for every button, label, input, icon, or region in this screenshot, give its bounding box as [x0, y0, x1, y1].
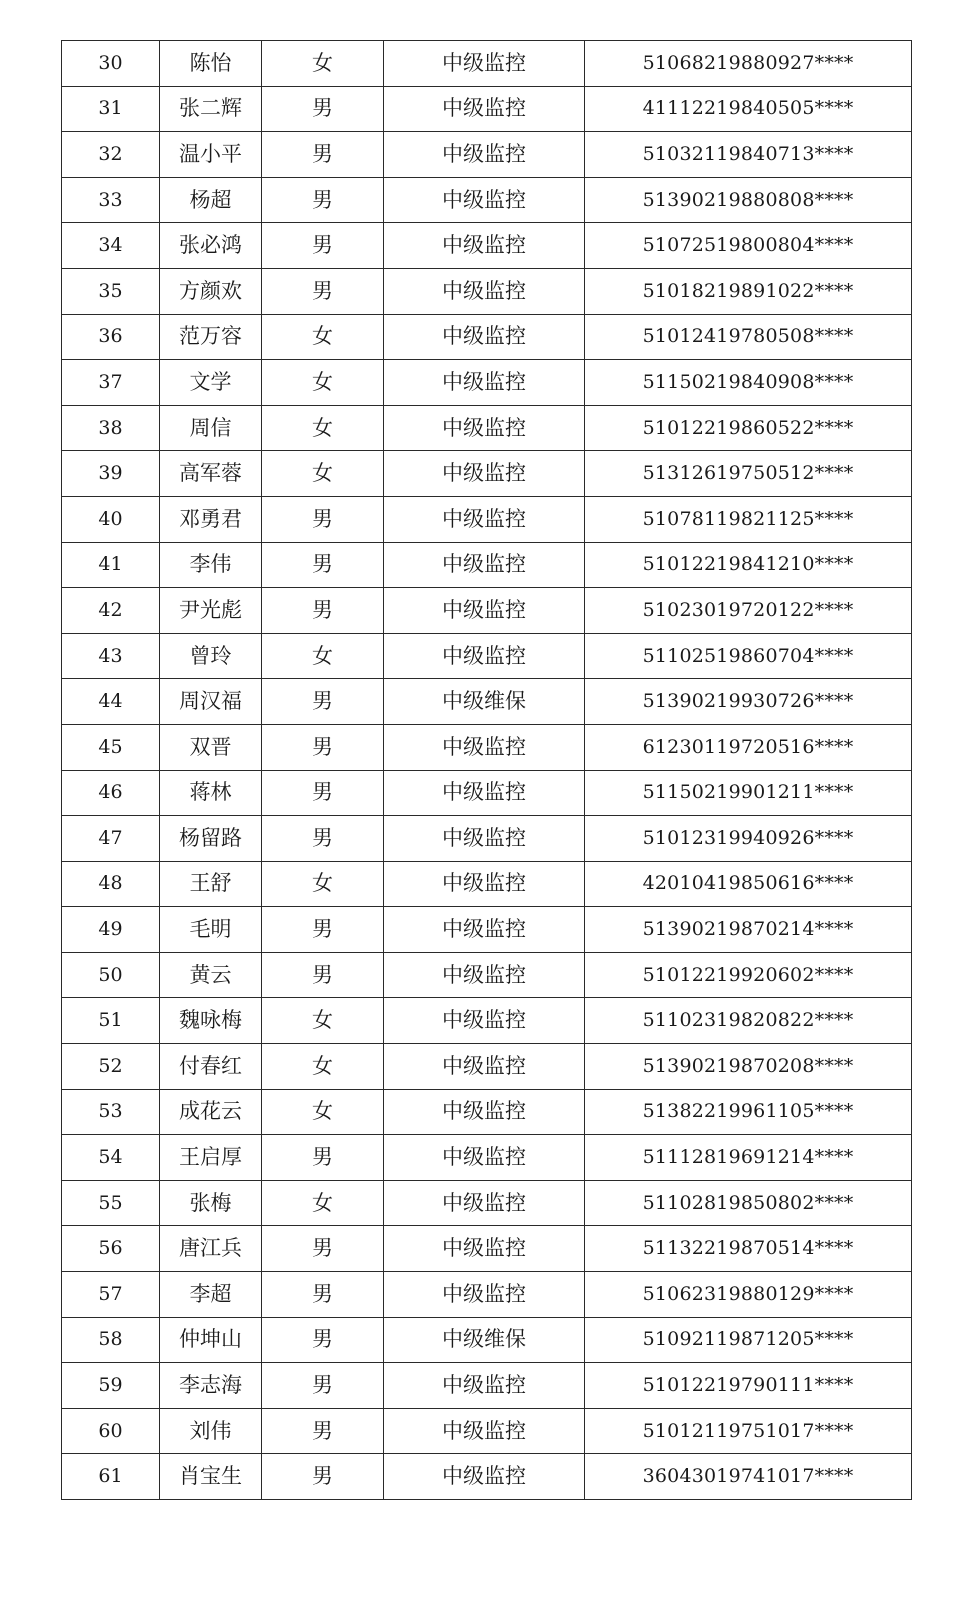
table-row — [62, 86, 912, 132]
cell-certificate-level: 中级监控 — [384, 1454, 585, 1500]
cell-name: 肖宝生 — [160, 1454, 262, 1500]
cell-number: 58 — [62, 1317, 160, 1363]
table-row — [62, 1317, 912, 1363]
cell-gender: 男 — [262, 724, 384, 770]
cell-gender: 男 — [262, 86, 384, 132]
cell-id-number: 51092119871205**** — [585, 1317, 912, 1363]
cell-number: 60 — [62, 1408, 160, 1454]
cell-name: 李伟 — [160, 542, 262, 588]
cell-name: 刘伟 — [160, 1408, 262, 1454]
cell-name: 双晋 — [160, 724, 262, 770]
cell-id-number: 51032119840713**** — [585, 132, 912, 178]
cell-name: 张二辉 — [160, 86, 262, 132]
cell-certificate-level: 中级监控 — [384, 132, 585, 178]
cell-number: 37 — [62, 360, 160, 406]
cell-name: 曾玲 — [160, 633, 262, 679]
cell-id-number: 51390219930726**** — [585, 679, 912, 725]
cell-certificate-level: 中级监控 — [384, 41, 585, 87]
cell-id-number: 51102319820822**** — [585, 998, 912, 1044]
cell-certificate-level: 中级监控 — [384, 314, 585, 360]
cell-number: 41 — [62, 542, 160, 588]
cell-certificate-level: 中级维保 — [384, 679, 585, 725]
table-row — [62, 268, 912, 314]
cell-gender: 男 — [262, 1135, 384, 1181]
cell-name: 李志海 — [160, 1363, 262, 1409]
table-row — [62, 496, 912, 542]
cell-id-number: 51132219870514**** — [585, 1226, 912, 1272]
cell-id-number: 41112219840505**** — [585, 86, 912, 132]
cell-id-number: 51012319940926**** — [585, 816, 912, 862]
table-row — [62, 588, 912, 634]
cell-gender: 男 — [262, 770, 384, 816]
cell-certificate-level: 中级监控 — [384, 1180, 585, 1226]
cell-gender: 男 — [262, 132, 384, 178]
cell-id-number: 51068219880927**** — [585, 41, 912, 87]
cell-name: 李超 — [160, 1272, 262, 1318]
table-row — [62, 998, 912, 1044]
cell-number: 34 — [62, 223, 160, 269]
cell-name: 尹光彪 — [160, 588, 262, 634]
cell-id-number: 61230119720516**** — [585, 724, 912, 770]
table-row — [62, 724, 912, 770]
table-row — [62, 1135, 912, 1181]
cell-gender: 男 — [262, 679, 384, 725]
cell-certificate-level: 中级监控 — [384, 360, 585, 406]
table-row — [62, 405, 912, 451]
cell-number: 55 — [62, 1180, 160, 1226]
cell-certificate-level: 中级监控 — [384, 633, 585, 679]
cell-number: 57 — [62, 1272, 160, 1318]
cell-certificate-level: 中级监控 — [384, 907, 585, 953]
cell-certificate-level: 中级监控 — [384, 1044, 585, 1090]
cell-certificate-level: 中级监控 — [384, 451, 585, 497]
cell-id-number: 51012219841210**** — [585, 542, 912, 588]
table-row — [62, 1272, 912, 1318]
table-row — [62, 223, 912, 269]
table-row — [62, 952, 912, 998]
cell-certificate-level: 中级监控 — [384, 223, 585, 269]
cell-number: 51 — [62, 998, 160, 1044]
cell-certificate-level: 中级监控 — [384, 588, 585, 634]
cell-number: 38 — [62, 405, 160, 451]
cell-id-number: 51102819850802**** — [585, 1180, 912, 1226]
table-row — [62, 1180, 912, 1226]
table-row — [62, 177, 912, 223]
cell-id-number: 36043019741017**** — [585, 1454, 912, 1500]
cell-certificate-level: 中级监控 — [384, 816, 585, 862]
cell-number: 42 — [62, 588, 160, 634]
cell-name: 张梅 — [160, 1180, 262, 1226]
table-row — [62, 816, 912, 862]
cell-name: 高军蓉 — [160, 451, 262, 497]
cell-gender: 女 — [262, 451, 384, 497]
cell-gender: 男 — [262, 1363, 384, 1409]
cell-gender: 女 — [262, 314, 384, 360]
cell-number: 53 — [62, 1089, 160, 1135]
cell-number: 46 — [62, 770, 160, 816]
cell-certificate-level: 中级监控 — [384, 861, 585, 907]
cell-number: 43 — [62, 633, 160, 679]
table-row — [62, 132, 912, 178]
cell-certificate-level: 中级监控 — [384, 724, 585, 770]
cell-id-number: 51078119821125**** — [585, 496, 912, 542]
cell-gender: 女 — [262, 41, 384, 87]
cell-name: 成花云 — [160, 1089, 262, 1135]
cell-id-number: 51390219880808**** — [585, 177, 912, 223]
cell-gender: 男 — [262, 1317, 384, 1363]
cell-name: 魏咏梅 — [160, 998, 262, 1044]
cell-gender: 男 — [262, 907, 384, 953]
cell-number: 59 — [62, 1363, 160, 1409]
table-row — [62, 542, 912, 588]
cell-id-number: 51112819691214**** — [585, 1135, 912, 1181]
cell-gender: 男 — [262, 223, 384, 269]
cell-gender: 女 — [262, 861, 384, 907]
cell-number: 44 — [62, 679, 160, 725]
cell-id-number: 51150219901211**** — [585, 770, 912, 816]
table-row — [62, 360, 912, 406]
cell-certificate-level: 中级监控 — [384, 177, 585, 223]
cell-gender: 男 — [262, 268, 384, 314]
cell-name: 王舒 — [160, 861, 262, 907]
cell-id-number: 51102519860704**** — [585, 633, 912, 679]
cell-name: 张必鸿 — [160, 223, 262, 269]
cell-certificate-level: 中级监控 — [384, 998, 585, 1044]
cell-gender: 男 — [262, 542, 384, 588]
cell-number: 36 — [62, 314, 160, 360]
table-row — [62, 1408, 912, 1454]
cell-id-number: 51012119751017**** — [585, 1408, 912, 1454]
cell-name: 周汉福 — [160, 679, 262, 725]
cell-id-number: 51150219840908**** — [585, 360, 912, 406]
table-row — [62, 451, 912, 497]
cell-id-number: 51023019720122**** — [585, 588, 912, 634]
table-row — [62, 1454, 912, 1500]
cell-gender: 男 — [262, 177, 384, 223]
cell-name: 邓勇君 — [160, 496, 262, 542]
cell-number: 35 — [62, 268, 160, 314]
cell-name: 陈怡 — [160, 41, 262, 87]
cell-gender: 女 — [262, 998, 384, 1044]
cell-certificate-level: 中级监控 — [384, 405, 585, 451]
cell-name: 范万容 — [160, 314, 262, 360]
table-row — [62, 861, 912, 907]
cell-number: 32 — [62, 132, 160, 178]
roster-table — [61, 40, 912, 1500]
cell-id-number: 51062319880129**** — [585, 1272, 912, 1318]
cell-gender: 男 — [262, 1226, 384, 1272]
cell-certificate-level: 中级监控 — [384, 952, 585, 998]
cell-id-number: 51018219891022**** — [585, 268, 912, 314]
cell-number: 48 — [62, 861, 160, 907]
cell-name: 毛明 — [160, 907, 262, 953]
cell-id-number: 42010419850616**** — [585, 861, 912, 907]
cell-name: 王启厚 — [160, 1135, 262, 1181]
cell-certificate-level: 中级监控 — [384, 1226, 585, 1272]
cell-number: 39 — [62, 451, 160, 497]
cell-number: 61 — [62, 1454, 160, 1500]
cell-name: 黄云 — [160, 952, 262, 998]
cell-certificate-level: 中级监控 — [384, 770, 585, 816]
table-row — [62, 1089, 912, 1135]
cell-gender: 女 — [262, 1180, 384, 1226]
cell-certificate-level: 中级监控 — [384, 86, 585, 132]
cell-certificate-level: 中级监控 — [384, 1272, 585, 1318]
cell-id-number: 51012219920602**** — [585, 952, 912, 998]
cell-number: 33 — [62, 177, 160, 223]
roster-table-body — [62, 41, 912, 1500]
cell-name: 蒋林 — [160, 770, 262, 816]
cell-gender: 男 — [262, 952, 384, 998]
table-row — [62, 770, 912, 816]
cell-certificate-level: 中级监控 — [384, 1089, 585, 1135]
cell-gender: 男 — [262, 1408, 384, 1454]
cell-gender: 男 — [262, 1454, 384, 1500]
cell-certificate-level: 中级监控 — [384, 496, 585, 542]
table-row — [62, 1363, 912, 1409]
cell-number: 45 — [62, 724, 160, 770]
cell-number: 50 — [62, 952, 160, 998]
cell-number: 47 — [62, 816, 160, 862]
cell-number: 52 — [62, 1044, 160, 1090]
cell-name: 周信 — [160, 405, 262, 451]
cell-number: 56 — [62, 1226, 160, 1272]
cell-name: 文学 — [160, 360, 262, 406]
cell-gender: 女 — [262, 405, 384, 451]
cell-id-number: 51012419780508**** — [585, 314, 912, 360]
cell-number: 30 — [62, 41, 160, 87]
cell-number: 40 — [62, 496, 160, 542]
cell-gender: 女 — [262, 360, 384, 406]
cell-gender: 女 — [262, 1089, 384, 1135]
cell-id-number: 51390219870214**** — [585, 907, 912, 953]
cell-number: 54 — [62, 1135, 160, 1181]
cell-name: 唐江兵 — [160, 1226, 262, 1272]
table-row — [62, 633, 912, 679]
table-row — [62, 907, 912, 953]
cell-certificate-level: 中级监控 — [384, 1408, 585, 1454]
cell-gender: 男 — [262, 588, 384, 634]
cell-certificate-level: 中级监控 — [384, 1135, 585, 1181]
cell-name: 杨超 — [160, 177, 262, 223]
cell-id-number: 51312619750512**** — [585, 451, 912, 497]
cell-gender: 男 — [262, 496, 384, 542]
cell-certificate-level: 中级监控 — [384, 542, 585, 588]
cell-name: 杨留路 — [160, 816, 262, 862]
cell-certificate-level: 中级监控 — [384, 268, 585, 314]
cell-id-number: 51390219870208**** — [585, 1044, 912, 1090]
cell-name: 温小平 — [160, 132, 262, 178]
cell-gender: 男 — [262, 1272, 384, 1318]
table-row — [62, 679, 912, 725]
cell-name: 仲坤山 — [160, 1317, 262, 1363]
table-row — [62, 1044, 912, 1090]
cell-id-number: 51012219860522**** — [585, 405, 912, 451]
cell-certificate-level: 中级维保 — [384, 1317, 585, 1363]
table-row — [62, 314, 912, 360]
cell-number: 31 — [62, 86, 160, 132]
table-row — [62, 1226, 912, 1272]
cell-id-number: 51382219961105**** — [585, 1089, 912, 1135]
table-row — [62, 41, 912, 87]
cell-number: 49 — [62, 907, 160, 953]
cell-id-number: 51072519800804**** — [585, 223, 912, 269]
cell-gender: 男 — [262, 816, 384, 862]
cell-id-number: 51012219790111**** — [585, 1363, 912, 1409]
cell-name: 方颜欢 — [160, 268, 262, 314]
cell-certificate-level: 中级监控 — [384, 1363, 585, 1409]
cell-name: 付春红 — [160, 1044, 262, 1090]
cell-gender: 女 — [262, 1044, 384, 1090]
cell-gender: 女 — [262, 633, 384, 679]
